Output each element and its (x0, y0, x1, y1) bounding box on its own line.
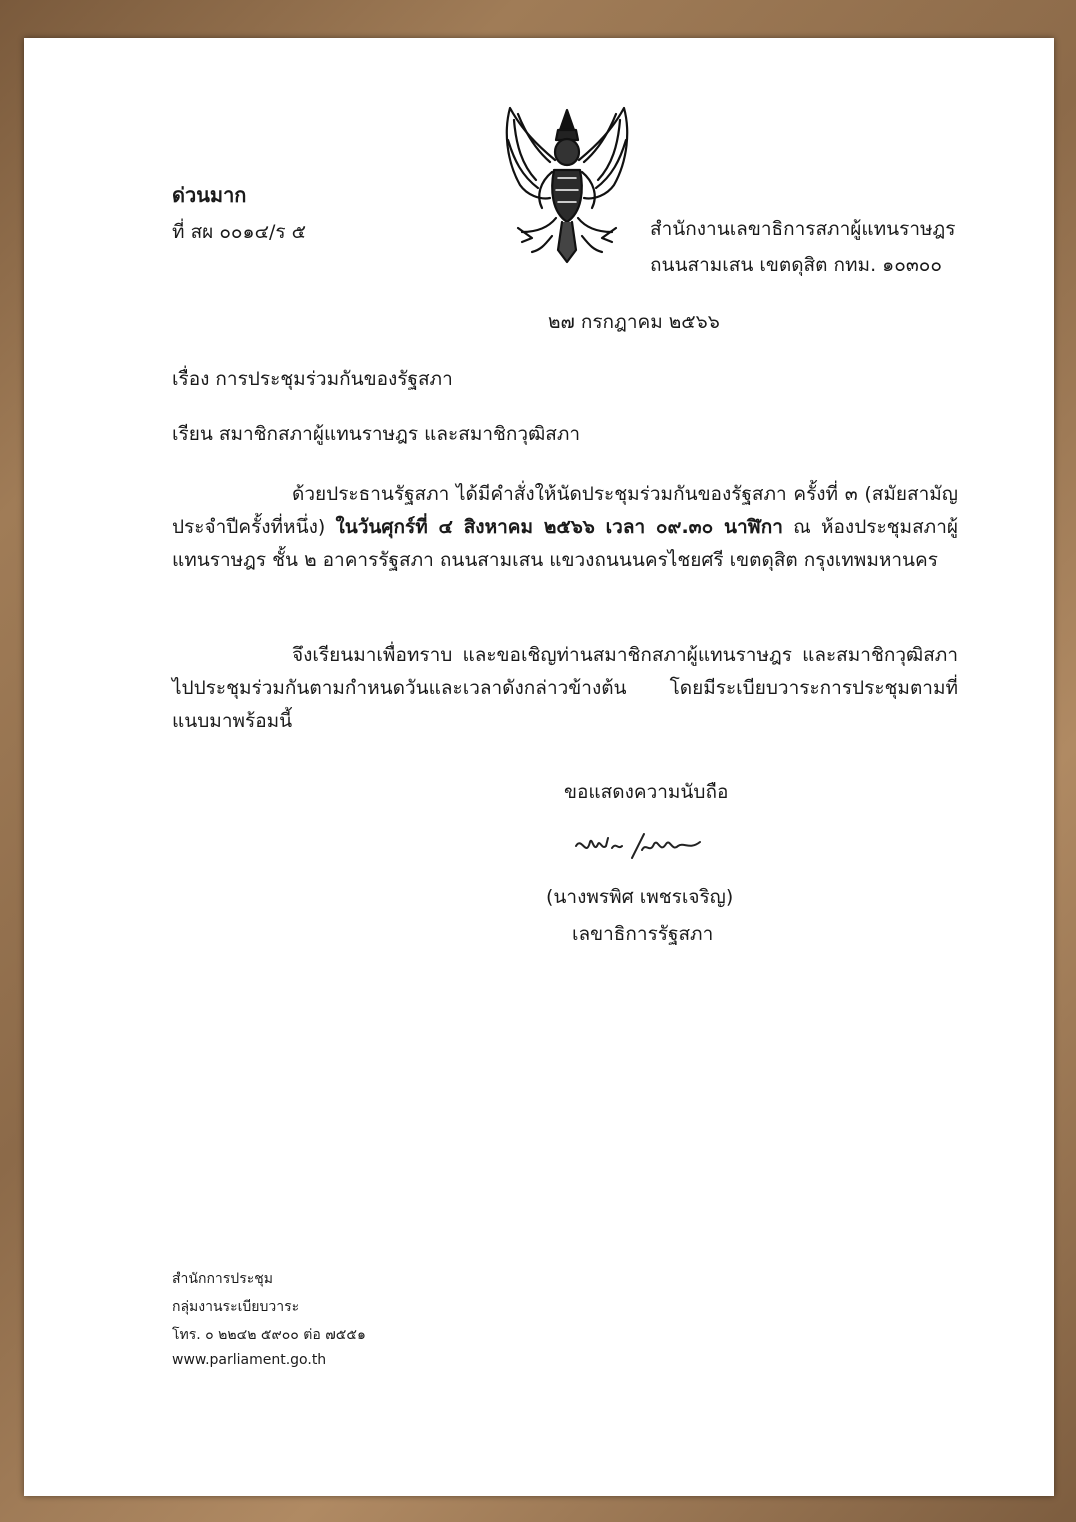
recipient-line: เรียน สมาชิกสภาผู้แทนราษฎร และสมาชิกวุฒิสภา (172, 423, 581, 445)
letter-date: ๒๗ กรกฎาคม ๒๕๖๖ (548, 311, 720, 333)
subject-line: เรื่อง การประชุมร่วมกันของรัฐสภา (172, 368, 453, 390)
garuda-emblem-icon (492, 100, 642, 265)
signature-image (572, 828, 712, 864)
reference-number: ที่ สผ ๐๐๑๔/ร ๕ (172, 221, 306, 243)
body-text: ณ ห้องประชุมสภาผู้แทนราษฎร ชั้น ๒ อาคารรัฐสภา ถนนสามเสน แขวงถนนนครไชยศรี เขตดุสิต กรุงเทพมหานคร (172, 516, 959, 571)
signer-title: เลขาธิการรัฐสภา (572, 923, 714, 945)
closing-salutation: ขอแสดงความนับถือ (564, 781, 729, 803)
body-text: จึงเรียนมาเพื่อทราบ และขอเชิญท่านสมาชิกสภาผู้แทนราษฎร และสมาชิกวุฒิสภา ไปประชุมร่วมกันตามกำหนดวันและเวลาดังกล่าวข้างต้น โดยมีระเบียบวาระการประชุมตามที่แนบมาพร้อมนี้ (172, 644, 958, 732)
footer-website[interactable]: www.parliament.go.th (172, 1352, 327, 1368)
office-address: ถนนสามเสน เขตดุสิต กทม. ๑๐๓๐๐ (650, 254, 942, 276)
body-paragraph-2 (172, 639, 958, 738)
office-name: สำนักงานเลขาธิการสภาผู้แทนราษฎร (650, 218, 956, 240)
body-paragraph-1 (172, 478, 958, 577)
urgency-label: ด่วนมาก (172, 183, 247, 207)
footer-department: สำนักการประชุม (172, 1271, 273, 1287)
footer-group: กลุ่มงานระเบียบวาระ (172, 1299, 300, 1315)
footer-phone: โทร. ๐ ๒๒๔๒ ๕๙๐๐ ต่อ ๗๕๕๑ (172, 1327, 366, 1343)
body-text: ด้วยประธานรัฐสภา ได้มีคำสั่งให้นัดประชุมร่วมกันของรัฐสภา ครั้งที่ ๓ (สมัยสามัญประจำปีครั้งที่หนึ่ง) (172, 483, 958, 538)
letter-page (24, 38, 1054, 1496)
signer-name: (นางพรพิศ เพชรเจริญ) (546, 886, 734, 908)
meeting-datetime: ในวันศุกร์ที่ ๔ สิงหาคม ๒๕๖๖ เวลา ๐๙.๓๐ นาฬิกา (335, 516, 783, 538)
